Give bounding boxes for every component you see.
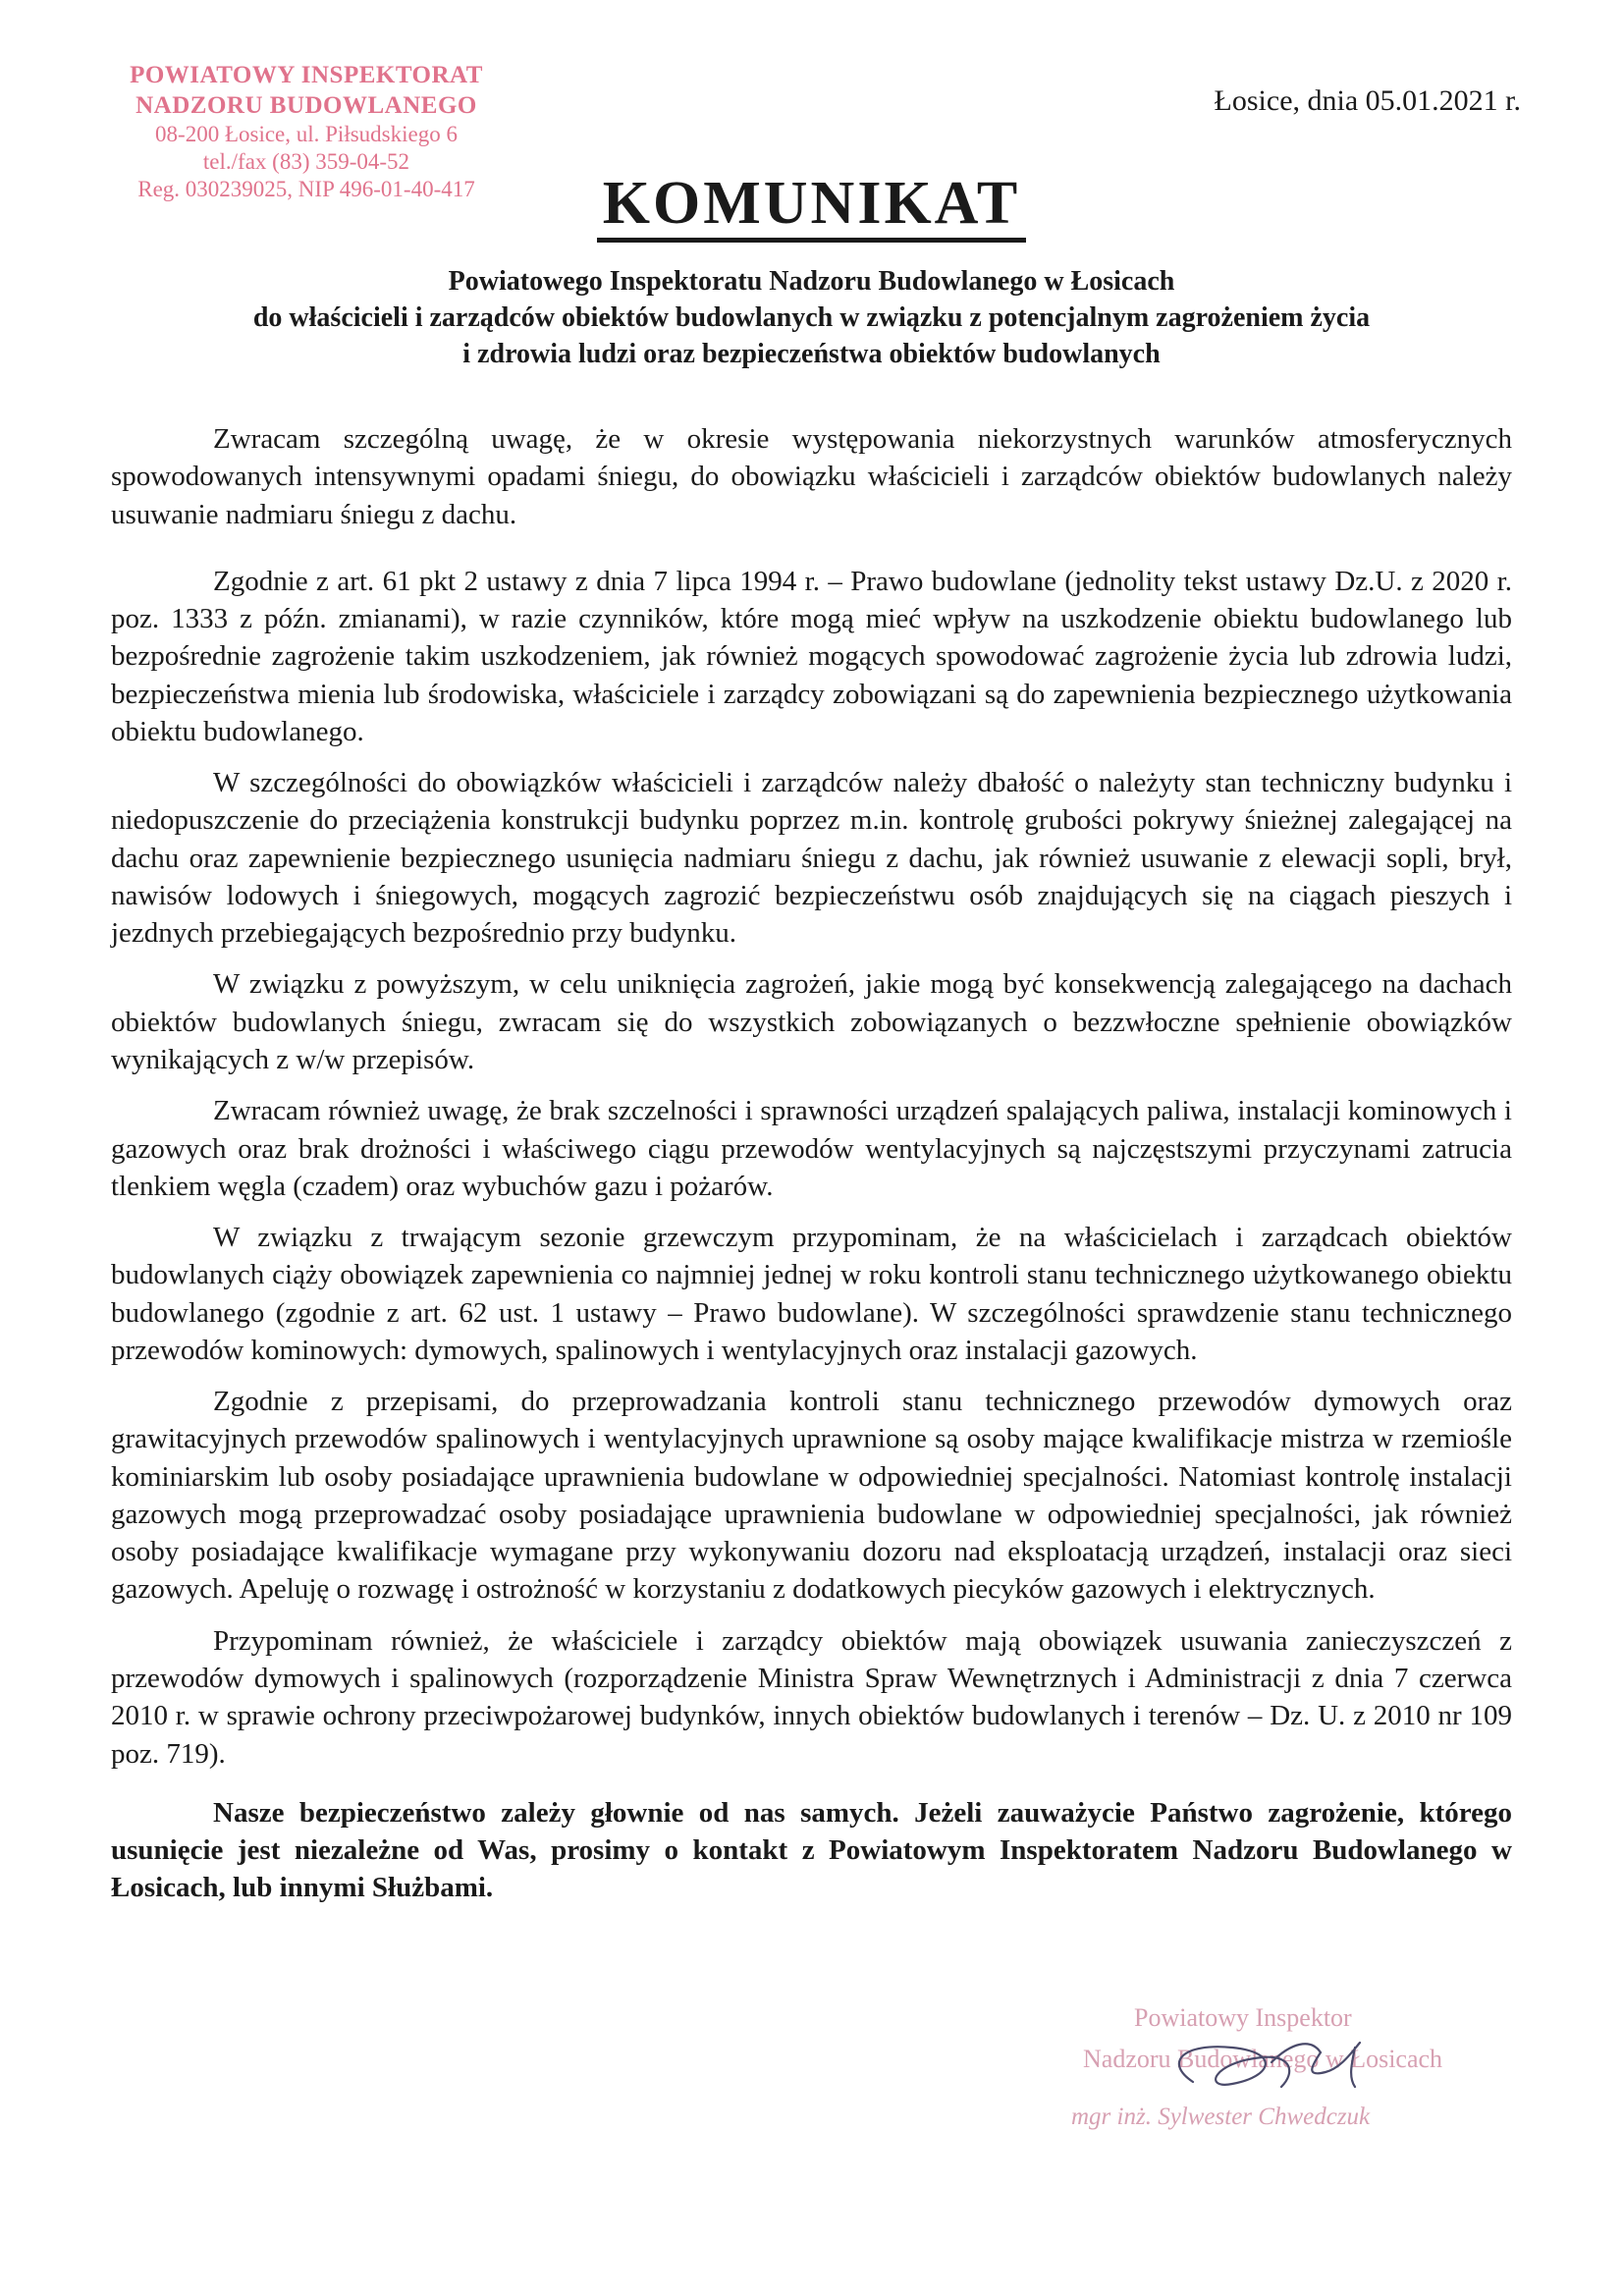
- paragraph: W szczególności do obowiązków właścicieli i zarządców należy dbałość o należyty stan techniczny budynku i niedopuszczenie do przeciążenia konstrukcji budynku poprzez m.in. kontrolę grubości pokrywy śnieżnej zalegającej na dachu oraz zapewnienie bezpiecznego usunięcia nadmiaru śniegu z dachu, jak również usuwanie z elewacji sopli, brył, nawisów lodowych i śniegowych, mogących zagrozić bezpieczeństwu osób znajdujących się na ciągach pieszych i jezdnych przebiegających bezpośrednio przy budynku.: [111, 767, 1512, 950]
- closing-statement: Nasze bezpieczeństwo zależy głownie od nas samych. Jeżeli zauważycie Państwo zagrożenie, którego usunięcie jest niezależne od Was, prosimy o kontakt z Powiatowym Inspektoratem Nadzoru Budowlanego w Łosicach, lub innymi Służbami.: [111, 1796, 1512, 1904]
- stamp-line: NADZORU BUDOWLANEGO: [135, 91, 477, 119]
- stamp-line: 08-200 Łosice, ul. Piłsudskiego 6: [155, 122, 458, 146]
- paragraph: Zgodnie z art. 61 pkt 2 ustawy z dnia 7 lipca 1994 r. – Prawo budowlane (jednolity tekst ustawy Dz.U. z 2020 r. poz. 1333 z późn. zmianami), w razie czynników, które mogą mieć wpływ na uszkodzenie obiektu budowlanego lub bezpośrednie zagrożenie takim uszkodzeniem, jak również mogących spowodować zagrożenie życia lub zdrowia ludzi, bezpieczeństwa mienia lub środowiska, właściciele i zarządcy zobowiązani są do zapewnienia bezpiecznego użytkowania obiektu budowlanego.: [111, 565, 1512, 747]
- paragraph: Zgodnie z przepisami, do przeprowadzania kontroli stanu technicznego przewodów dymowych oraz grawitacyjnych przewodów spalinowych i wentylacyjnych uprawnione są osoby mające kwalifikacje mistrza w rzemiośle kominiarskim lub osoby posiadające uprawnienia budowlane w odpowiedniej specjalności. Natomiast kontrolę instalacji gazowych mogą przeprowadzać osoby posiadające uprawnienia budowlane w odpowiedniej specjalności, jak również osoby posiadające kwalifikacje wymagane przy wykonywaniu dozoru nad eksploatacją urządzeń, instalacji oraz sieci gazowych. Apeluję o rozwagę i ostrożność w korzystaniu z dodatkowych piecyków gazowych i elektrycznych.: [111, 1386, 1512, 1606]
- document-body: [111, 420, 1512, 1907]
- signature-stamp-line: Powiatowy Inspektor: [1134, 2003, 1352, 2032]
- signature-stamp-line: mgr inż. Sylwester Chwedczuk: [1071, 2104, 1371, 2130]
- document-title: [0, 169, 1623, 243]
- paragraph: Zwracam również uwagę, że brak szczelności i sprawności urządzeń spalających paliwa, instalacji kominowych i gazowych oraz brak drożności i właściwego ciągu przewodów wentylacyjnych są najczęstszymi przyczynami zatrucia tlenkiem węgla (czadem) oraz wybuchów gazu i pożarów.: [111, 1095, 1512, 1202]
- stamp-line: POWIATOWY INSPEKTORAT: [130, 62, 483, 88]
- paragraph: Przypominam również, że właściciele i zarządcy obiektów mają obowiązek usuwania zanieczyszczeń z przewodów dymowych i spalinowych (rozporządzenie Ministra Spraw Wewnętrznych i Administracji z dnia 7 czerwca 2010 r. w sprawie ochrony przeciwpożarowej budynków, innych obiektów budowlanych i terenów – Dz. U. z 2010 nr 109 poz. 719).: [111, 1624, 1512, 1770]
- stamp-line: tel./fax (83) 359-04-52: [202, 149, 410, 175]
- signature-stamp-line: Nadzoru Budowlanego w Łosicach: [1083, 2045, 1443, 2073]
- document-date: Łosice, dnia 05.01.2021 r.: [1214, 84, 1521, 117]
- subtitle-line: Powiatowego Inspektoratu Nadzoru Budowlanego w Łosicach: [448, 266, 1175, 297]
- signature-stamp: [1065, 1994, 1458, 2151]
- paragraph: W związku z powyższym, w celu uniknięcia zagrożeń, jakie mogą być konsekwencją zalegającego na dachach obiektów budowlanych śniegu, zwracam się do wszystkich zobowiązanych o bezzwłoczne spełnienie obowiązków wynikających z w/w przepisów.: [111, 968, 1512, 1075]
- paragraph: W związku z trwającym sezonie grzewczym przypominam, że na właścicielach i zarządcach obiektów budowlanych ciąży obowiązek zapewnienia co najmniej jednej w roku kontroli stanu technicznego użytkowanego obiektu budowlanego (zgodnie z art. 62 ust. 1 ustawy – Prawo budowlane). W szczególności sprawdzenie stanu technicznego przewodów kominowych: dymowych, spalinowych i wentylacyjnych oraz instalacji gazowych.: [111, 1222, 1512, 1366]
- document-subtitle: [118, 263, 1505, 373]
- subtitle-line: i zdrowia ludzi oraz bezpieczeństwa obiektów budowlanych: [462, 339, 1161, 370]
- paragraph: Zwracam szczególną uwagę, że w okresie występowania niekorzystnych warunków atmosferycznych spowodowanych intensywnymi opadami śniegu, do obowiązku właścicieli i zarządców obiektów budowlanych należy usuwanie nadmiaru śniegu z dachu.: [111, 423, 1512, 530]
- handwritten-signature-icon: [1124, 2003, 1419, 2121]
- subtitle-line: do właścicieli i zarządców obiektów budowlanych w związku z potencjalnym zagrożeniem życia: [252, 302, 1371, 334]
- stamp-line: Reg. 030239025, NIP 496-01-40-417: [137, 177, 475, 202]
- document-title-text: KOMUNIKAT: [597, 173, 1026, 243]
